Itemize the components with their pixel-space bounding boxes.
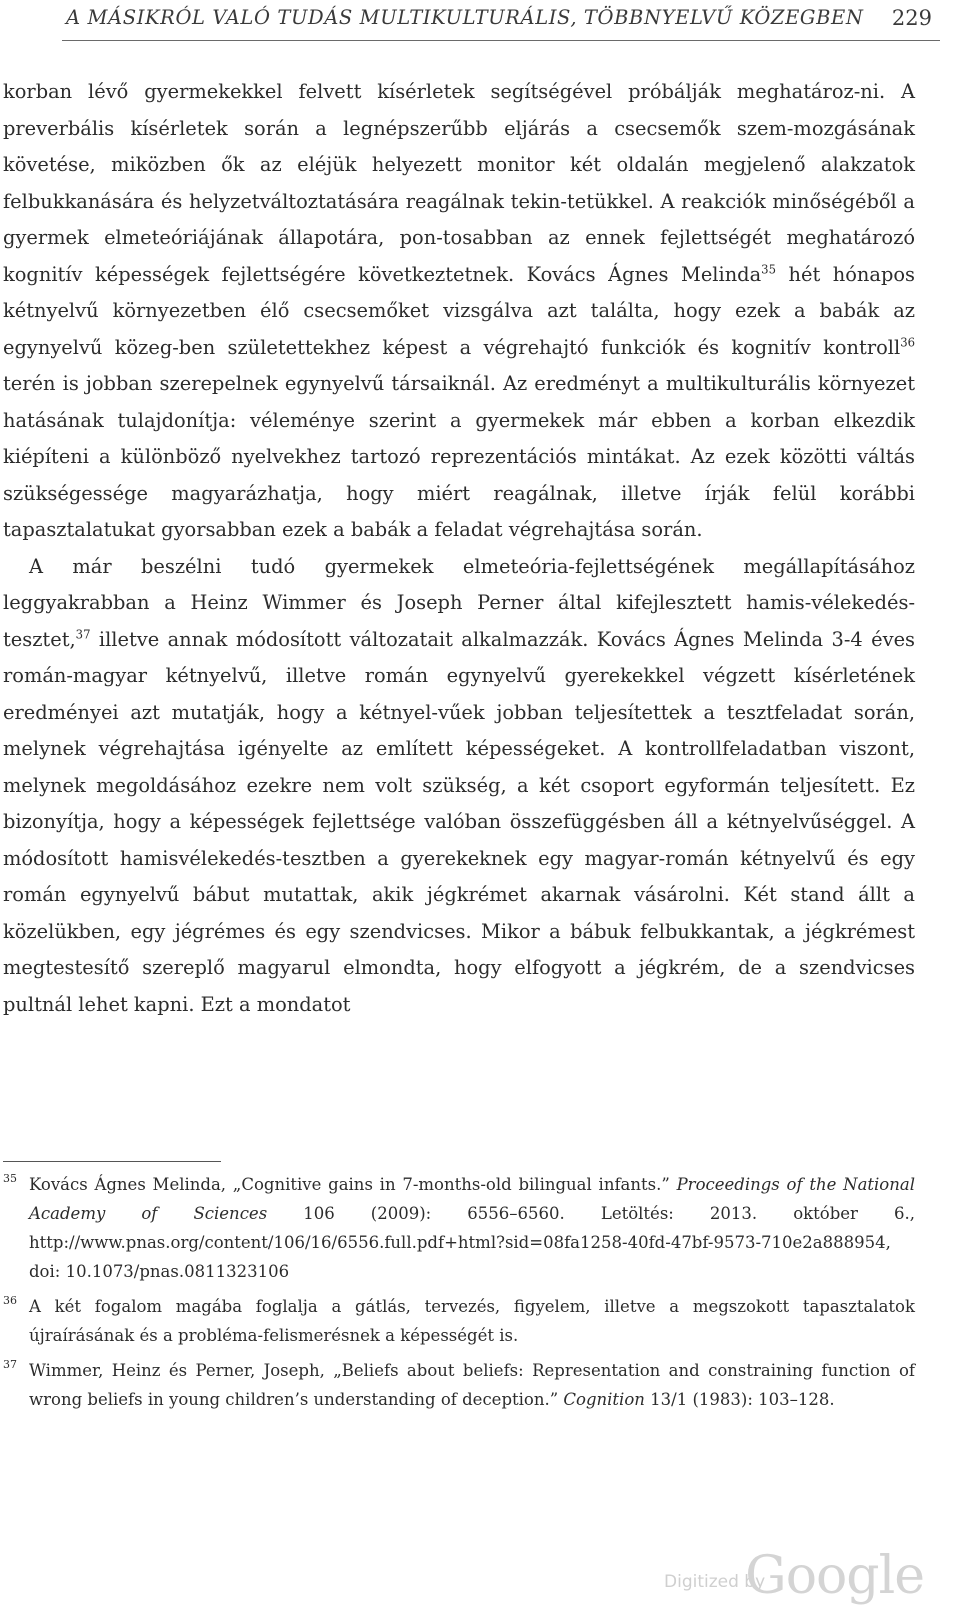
google-logo: Google bbox=[745, 1546, 924, 1606]
footnote-number: 37 bbox=[3, 1358, 17, 1371]
footnote-text: Kovács Ágnes Melinda, „Cognitive gains in 7-months-old bilingual infants.” bbox=[29, 1175, 677, 1194]
footnote-37 bbox=[3, 1356, 915, 1414]
body-text bbox=[3, 74, 915, 1023]
paragraph-2-text-b: illetve annak módosított változatait alkalmazzák. Kovács Ágnes Melinda 3-4 éves román-magyar kétnyelvű, illetve román egynyelvű gyerekekkel végzett kísérletének eredményei azt mutatják, hogy a kétnyel-vűek jobban teljesítettek a tesztfeladat során, melynek végrehajtása igényelte az említett képességeket. A kontrollfeladatban viszont, melynek megoldásához ezekre nem volt szükség, a két csoport egyformán teljesített. Ez bizonyítja, hogy a képességek fejlettsége valóban összefüggésben áll a kétnyelvűséggel. A módosított hamisvélekedés-tesztben a gyerekeknek egy magyar-román kétnyelvű és egy román egynyelvű bábut mutattak, akik jégkrémet akarnak vásárolni. Két stand állt a közelükben, egy jégrémes és egy szendvicses. Mikor a bábuk felbukkantak, a jégkrémest megtestesítő szereplő magyarul elmondta, hogy elfogyott a jégkrém, de a szendvicses pultnál lehet kapni. Ezt a mondatot bbox=[3, 627, 915, 1016]
watermark-digitized-text: Digitized by bbox=[664, 1572, 766, 1592]
footnote-text: Wimmer, Heinz és Perner, Joseph, „Beliefs about beliefs: Representation and constraining function of wrong beliefs in young children’s understanding of deception.” bbox=[29, 1361, 915, 1409]
footnote-36 bbox=[3, 1292, 915, 1350]
paragraph-1 bbox=[3, 74, 915, 549]
running-header bbox=[62, 0, 940, 41]
footnote-number: 36 bbox=[3, 1294, 17, 1307]
paragraph-2 bbox=[3, 549, 915, 1024]
footnote-ref-36[interactable]: 36 bbox=[900, 334, 915, 349]
paragraph-1-text-c: terén is jobban szerepelnek egynyelvű társaiknál. Az eredményt a multikulturális környezet hatásának tulajdonítja: véleménye szerint a gyermekek már ebben a korban elkezdik kiépíteni a különböző nyelvekhez tartozó reprezentációs mintákat. Az ezek közötti váltás szükségessége magyarázhatja, hogy miért reagálnak, illetve írják felül korábbi tapasztalatukat gyorsabban ezek a babák a feladat végrehajtása során. bbox=[3, 372, 915, 541]
footnote-ref-35[interactable]: 35 bbox=[761, 261, 776, 276]
paragraph-1-text-a: korban lévő gyermekekkel felvett kísérletek segítségével próbálják meghatároz-ni. A preverbális kísérletek során a legnépszerűbb eljárás a csecsemők szem-mozgásának követése, miközben ők az eléjük helyezett monitor két oldalán megjelenő alakzatok felbukkanására és helyzetváltoztatására reagálnak tekin-tetükkel. A reakciók minőségéből a gyermek elmeteóriájának állapotára, pon-tosabban az ennek fejlettségét meghatározó kognitív képességek fejlettségére következtetnek. Kovács Ágnes Melinda bbox=[3, 80, 915, 286]
footnote-35 bbox=[3, 1170, 915, 1286]
footnote-ref-37[interactable]: 37 bbox=[75, 626, 91, 641]
footnote-journal: Proceedings of the National Academy of Sciences bbox=[29, 1175, 915, 1223]
digitized-watermark bbox=[664, 1536, 924, 1606]
page-number: 229 bbox=[891, 6, 932, 30]
footnote-text: A két fogalom magába foglalja a gátlás, tervezés, figyelem, illetve a megszokott tapasztalatok újraírásának és a probléma-felismerésnek a képességét is. bbox=[29, 1297, 915, 1345]
footnote-separator bbox=[3, 1161, 221, 1162]
paragraph-2-text-a: A már beszélni tudó gyermekek elmeteória-fejlettségének megállapításához leggyakrabban a Heinz Wimmer és Joseph Perner által kifejlesztett hamis-vélekedés-tesztet, bbox=[3, 554, 915, 651]
paragraph-1-text-b: hét hónapos kétnyelvű környezetben élő csecsemőket vizsgálva azt találta, hogy ezek a babák az egynyelvű közeg-ben születettekhez képest a végrehajtó funkciók és kognitív kontroll bbox=[3, 262, 915, 359]
footnotes bbox=[3, 1170, 915, 1420]
running-title: A MÁSIKRÓL VALÓ TUDÁS MULTIKULTURÁLIS, TÖBBNYELVŰ KÖZEGBEN bbox=[66, 6, 864, 29]
footnote-journal: Cognition bbox=[563, 1390, 645, 1409]
footnote-text-tail: 13/1 (1983): 103–128. bbox=[644, 1390, 835, 1409]
footnote-number: 35 bbox=[3, 1172, 17, 1185]
footnote-text-tail: 106 (2009): 6556–6560. Letöltés: 2013. október 6., http://www.pnas.org/content/106/16/6556.full.pdf+html?sid=08fa1258-40fd-47bf-9573-710e2a888954, doi: 10.1073/pnas.0811323106 bbox=[29, 1204, 915, 1281]
